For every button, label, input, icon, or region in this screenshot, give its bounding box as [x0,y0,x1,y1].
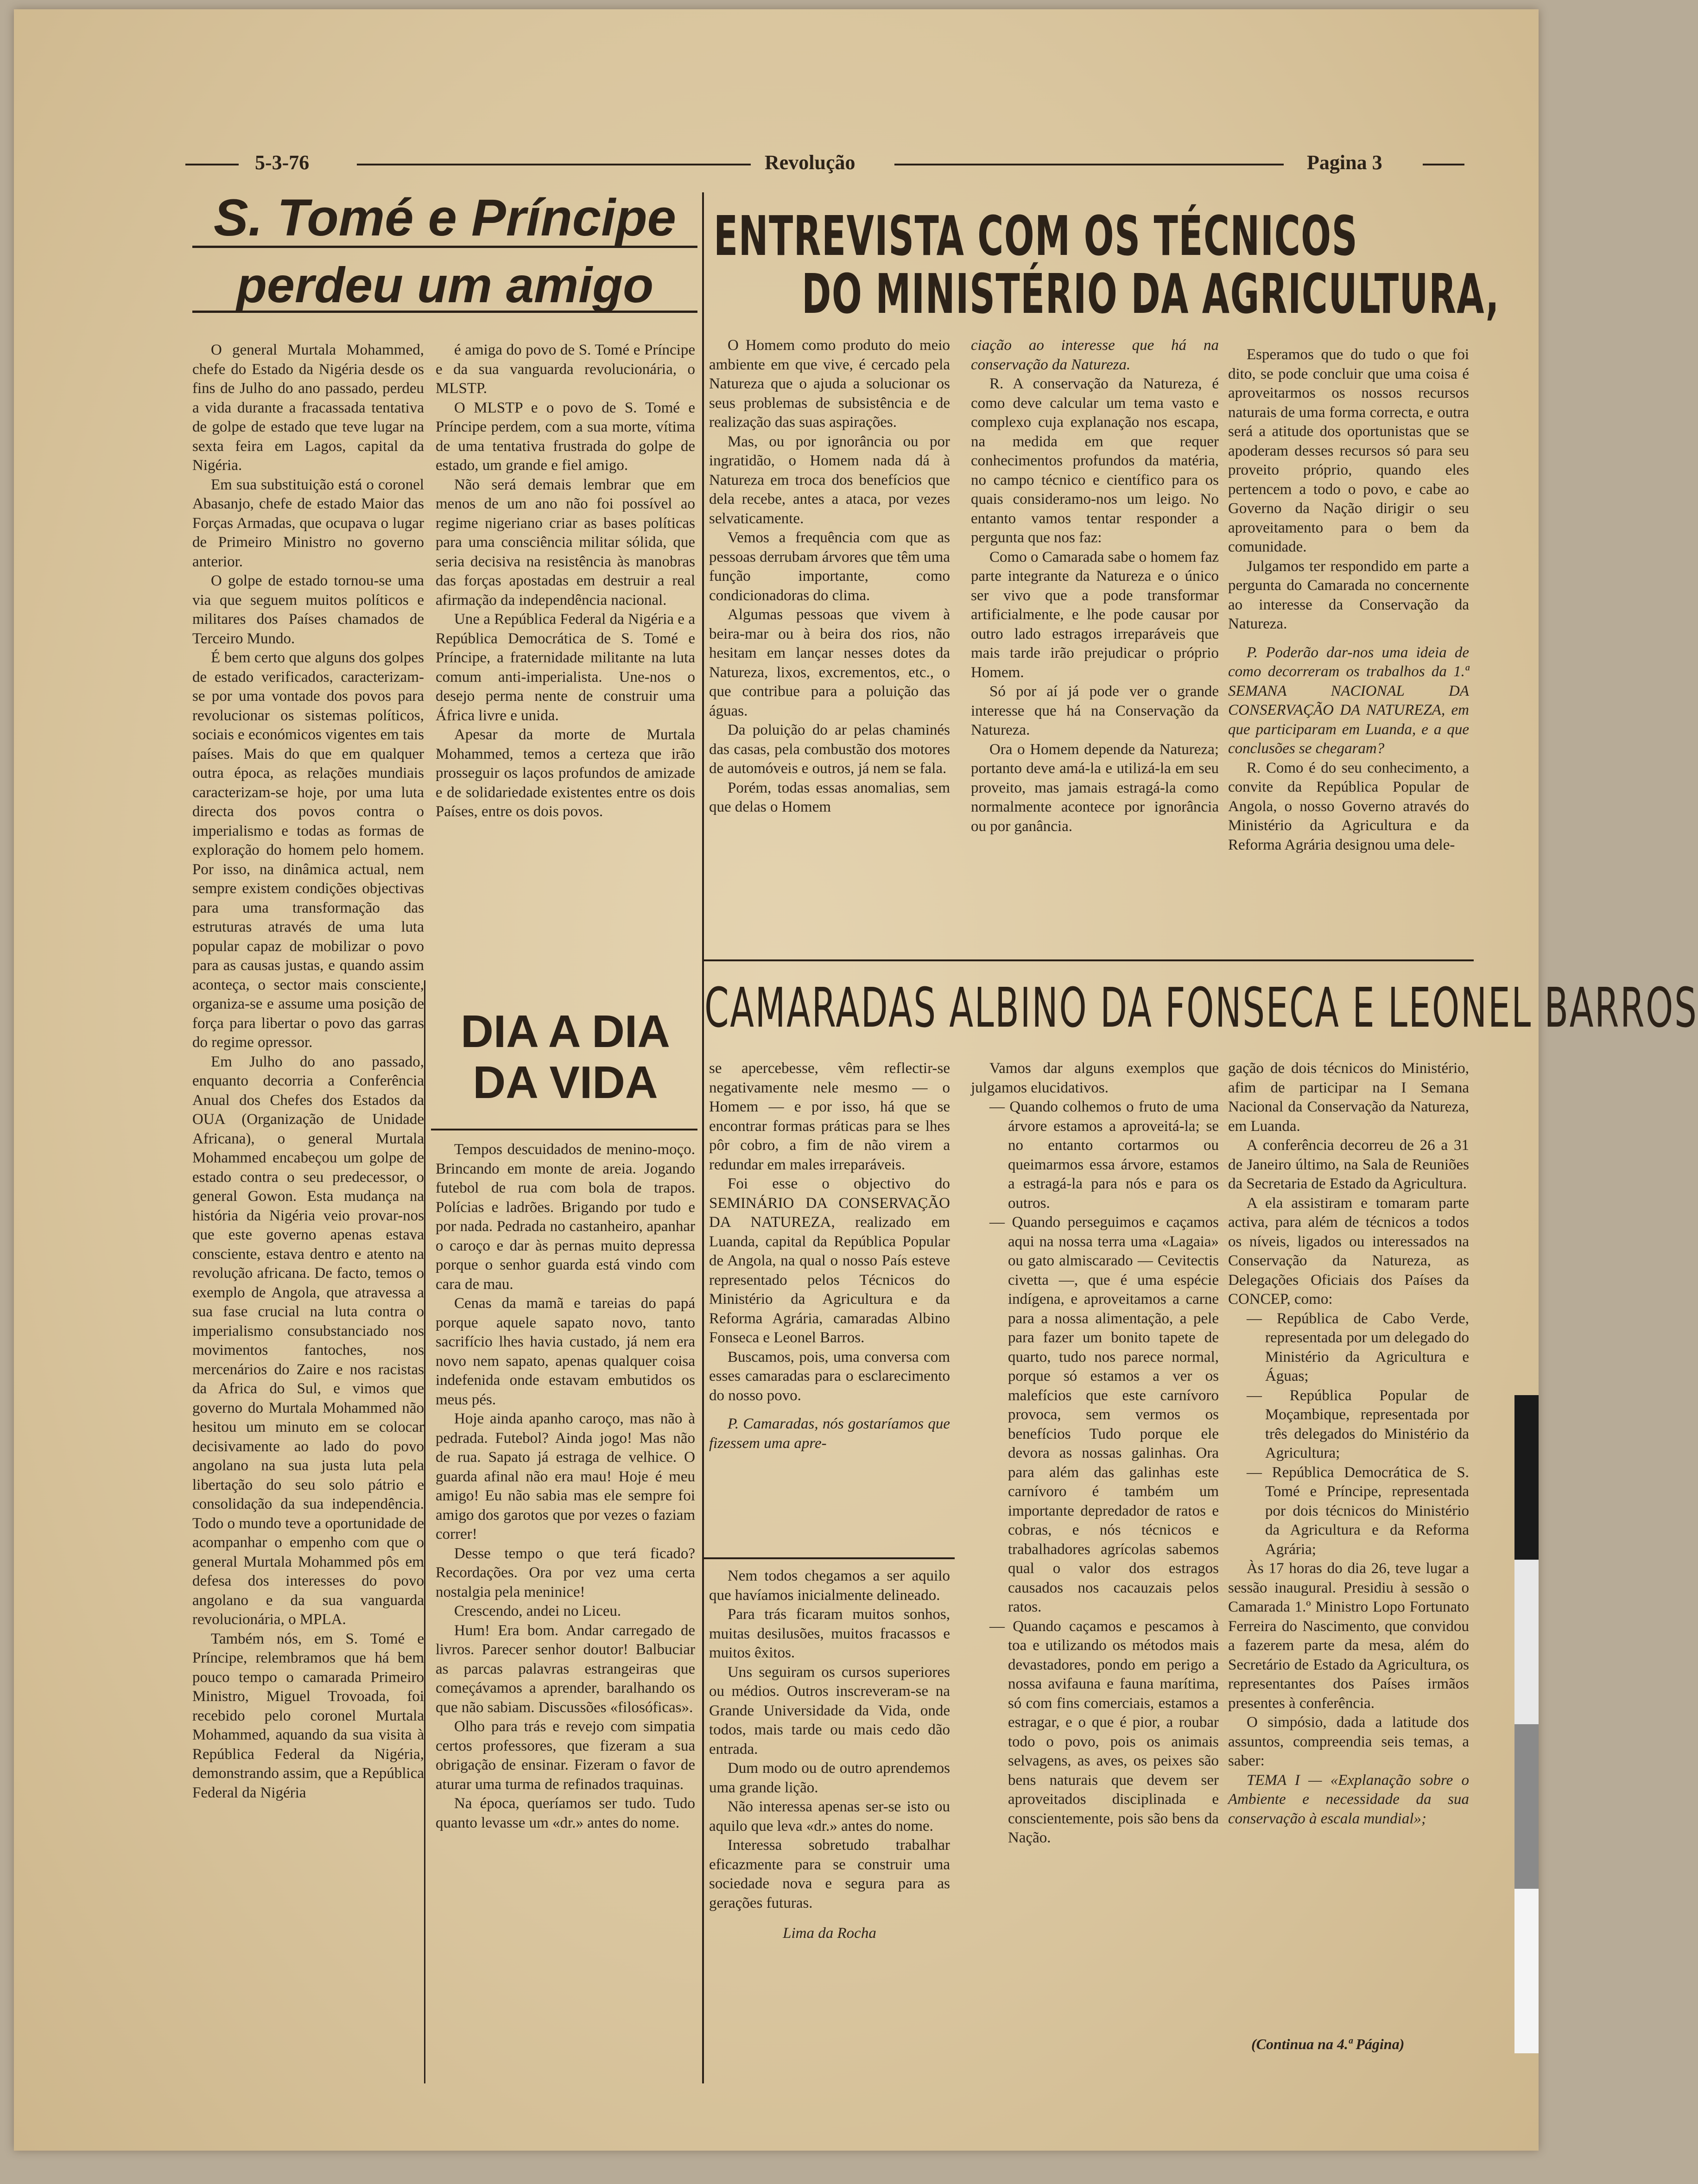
article4-column2 [971,1059,1219,1848]
paragraph: O MLSTP e o povo de S. Tomé e Príncipe perdem, com a sua morte, vítima de uma tentativa frustrada do golpe de estado, um grande e fiel amigo. [436,399,695,474]
paragraph: Só por aí já pode ver o grande interesse que há na Conservação da Natureza. [971,683,1219,738]
question-text: ciação ao interesse que há na conservação da Natureza. [971,337,1219,373]
paragraph: O general Murtala Mohammed, chefe do Estado da Nigéria desde os fins de Julho do ano passado, perdeu a vida durante a fracassada tentativa de golpe de estado que teve lugar na sexta feira em Lagos, capital da Nigéria. [192,342,424,474]
paragraph: Apesar da morte de Murtala Mohammed, temos a certeza que irão prosseguir os laços profundos de amizade e de solidariedade existentes entre os dois Países, entre os dois povos. [436,726,695,820]
paragraph: Uns seguiram os cursos superiores ou médios. Outros inscreveram-se na Grande Universidade da Vida, onde todos, mais tarde ou mais cedo dão entrada. [709,1663,950,1758]
column-divider-main [702,192,704,2083]
paragraph: Algumas pessoas que vivem à beira-mar ou à beira dos rios, não hesitam em lançar nesses dotes da Natureza, lixos, excrementos, etc., o que contribue para a poluição das águas. [709,606,950,719]
headline-sao-tome: S. Tomé e Príncipe [214,189,676,247]
continued-note: (Continua na 4.ª Página) [1251,2036,1405,2052]
paragraph: é amiga do povo de S. Tomé e Príncipe e da sua vanguarda revolucionária, o MLSTP. [436,342,695,397]
dia-title-line2: DA VIDA [473,1057,658,1108]
paragraph: Como o Camarada sabe o homem faz parte integrante da Natureza e o único ser vivo que a pode transformar artificialmente, e lhe pode causar por outro lado estragos irreparáveis que mais tarde irão prejudicar o próprio Homem. [971,548,1219,681]
headline-dia-a-dia [436,1006,695,1108]
column-divider-dia [424,980,425,2083]
paragraph: Esperamos que do tudo o que foi dito, se pode concluir que uma coisa é aproveitarmos os nossos recursos naturais de uma forma correcta, e outra será a atitude dos oportunistas que se apoderam desses recursos só para seu proveito próprio, quando eles pertencem a todo o povo, e cabe ao Governo da Nação dirigir o seu aproveitamento para o bem da comunidade. [1228,346,1469,555]
paragraph: O golpe de estado tornou-se uma via que seguem muitos políticos e militares dos Países chamados de Terceiro Mundo. [192,572,424,647]
paragraph: Dum modo ou de outro aprendemos uma grande lição. [709,1760,950,1796]
scan-calibration-strip [1514,1395,1539,2053]
header-rule-right [1423,164,1464,165]
list-item: — Quando colhemos o fruto de uma árvore estamos a aproveitá-la; se no entanto cortarmos ou queimarmos essa árvore, estamos a estragá-la para nós e para os outros. [989,1098,1219,1212]
paragraph: Na época, queríamos ser tudo. Tudo quanto levasse um «dr.» antes do nome. [436,1795,695,1831]
paragraph: Crescendo, andei no Liceu. [454,1603,621,1619]
paragraph: A ela assistiram e tomaram parte activa, para além de técnicos a todos os níveis, ligados ou interessados na Conservação da Natureza, as Delegações Oficiais dos Países da CONCEP, como: [1228,1194,1469,1308]
header-rule-mid2 [894,164,1284,165]
article4-column1 [709,1059,950,1453]
list-item: — Quando caçamos e pescamos à toa e utilizando os métodos mais devastadores, pondo em perigo a nossa avifauna e fauna marítima, só com fins comerciais, estamos a estragar, e o que é pior, a roubar todo o povo, pois os animais selvagens, as aves, os peixes são bens naturais que devem ser aproveitados disciplinada e conscientemente, pois são bens da Nação. [989,1618,1219,1846]
paragraph: Nem todos chegamos a ser aquilo que havíamos inicialmente delineado. [709,1568,950,1604]
paragraph: Cenas da mamã e tareias do papá porque aquele sapato novo, tanto sacrifício lhes havia custado, já nem era novo nem sapato, apenas qualquer coisa indefenida onde estavam embutidos os meus pés. [436,1295,695,1408]
article1-column1 [192,341,424,1803]
paragraph: Mas, ou por ignorância ou por ingratidão, o Homem nada dá à Natureza em troca dos benefícios que dela recebe, antes a ataca, por vezes selvaticamente. [709,433,950,527]
article2-column2 [709,1567,950,1943]
paragraph: Não será demais lembrar que em menos de um ano não foi possível ao regime nigeriano criar as bases políticas para uma consciência militar sólida, que seria decisiva na resistência às manobras das forças apostadas em destruir a real afirmação da independência nacional. [436,476,695,609]
tema-text: TEMA I — «Explanação sobre o Ambiente e necessidade da sua conservação à escala mundial»; [1228,1771,1469,1827]
paragraph: Olho para trás e revejo com simpatia certos professores, que fizeram a sua obrigação de ensinar. Fizeram o favor de aturar uma turma de refinados traquinas. [436,1718,695,1793]
paragraph: Porém, todas essas anomalias, sem que delas o Homem [709,779,950,815]
paragraph: Para trás ficaram muitos sonhos, muitas desilusões, muitos fracassos e muitos êxitos. [709,1606,950,1661]
header-date: 5-3-76 [255,151,310,174]
article3-column2 [971,336,1219,836]
list-item: — República de Cabo Verde, representada por um delegado do Ministério da Agricultura e Águas; [1247,1310,1469,1384]
paragraph: Buscamos, pois, uma conversa com esses camaradas para o esclarecimento do nosso povo. [709,1348,950,1404]
paragraph: O Homem como produto do meio ambiente em que vive, é cercado pela Natureza que o ajuda a solucionar os seus problemas de subsistência e de realização das suas aspirações. [709,337,950,431]
question-text: P. Camaradas, nós gostaríamos que fizessem uma apre- [709,1416,950,1452]
paragraph: Foi esse o objectivo do SEMINÁRIO DA CONSERVAÇÃO DA NATUREZA, realizado em Luanda, capital da República Popular de Angola, na qual o nosso País esteve representado pelos Técnicos do Ministério da Agricultura e da Reforma Agrária, camaradas Albino Fonseca e Leonel Barros. [709,1175,950,1346]
paragraph: A conferência decorreu de 26 a 31 de Janeiro último, na Sala de Reuniões da Secretaria de Estado da Agricultura. [1228,1137,1469,1192]
paragraph: Às 17 horas do dia 26, teve lugar a sessão inaugural. Presidiu à sessão o Camarada 1.º Ministro Lopo Fortunato Ferreira do Nascimento, que convidou a fazerem parte da mesa, além do Secretário de Estado da Agricultura, os representantes dos Países irmãos presentes à conferência. [1228,1560,1469,1712]
paragraph: Vemos a frequência com que as pessoas derrubam árvores que têm uma função importante, como condicionadoras do clima. [709,529,950,604]
newspaper-page [14,9,1698,2151]
dia-title-line1: DIA A DIA [461,1006,670,1057]
paragraph: R. Como é do seu conhecimento, a convite da República Popular de Angola, o nosso Governo através do Ministério da Agricultura e da Reforma Agrária designou uma dele- [1228,759,1469,853]
paragraph: Da poluição do ar pelas chaminés das casas, pela combustão dos motores de automóveis e outros, já nem se fala. [709,722,950,777]
paragraph: Também nós, em S. Tomé e Príncipe, relembramos que há bem pouco tempo o camarada Primeiro Ministro, Miguel Trovoada, foi recebido pelo coronel Murtala Mohammed, aquando da sua visita à República Federal da Nigéria, demonstrando assim, que a República Federal da Nigéria [192,1630,424,1801]
headline-camaradas: CAMARADAS ALBINO DA FONSECA E LEONEL BARROS [704,976,1698,1040]
header-rule-left [185,164,239,165]
paragraph: R. A conservação da Natureza, é como deve calcular um tema vasto e complexo cuja explanação nos escapa, na medida em que requer conhecimentos profundos da matéria, no campo técnico e científico para os quais consideramo-nos um leigo. No entanto vamos tentar responder a pergunta que nos faz: [971,375,1219,546]
paragraph: Em Julho do ano passado, enquanto decorria a Conferência Anual dos Chefes dos Estados da OUA (Organização de Unidade Africana), o general Murtala Mohammed encabeçou um golpe de estado contra o seu predecessor, o general Gowon. Esta mudança na história da Nigéria veio provar-nos que este governo apenas estava consciente, estava dentro e atento na revolução africana. De facto, temos o exemplo de Angola, que atravessa a sua fase crucial na luta contra o imperialismo consubstanciado nos movimentos fantoches, nos mercenários do Zaire e nos racistas da Africa do Sul, e vimos que governo do Murtala Mohammed não hesitou um minuto em se colocar decisivamente ao lado do povo angolano na sua justa luta pela libertação do seu solo pátrio e consolidação da sua independência. Todo o mundo teve a oportunidade de acompanhar o empenho com que o general Murtala Mohammed pôs em defesa dos interesses do povo angolano e da sua vanguarda revolucionária, o MPLA. [192,1053,424,1628]
article1-column2 [436,341,695,822]
dia-underline [431,1129,697,1130]
paragraph: Vamos dar alguns exemplos que julgamos elucidativos. [971,1060,1219,1096]
header-paper-name: Revolução [765,151,855,174]
paragraph: Julgamos ter respondido em parte a pergunta do Camarada no concernente ao interesse da Conservação da Natureza. [1228,558,1469,632]
paragraph: Não interessa apenas ser-se isto ou aquilo que leva «dr.» antes do nome. [709,1798,950,1835]
list-item: — República Democrática de S. Tomé e Príncipe, representada por dois técnicos do Ministério da Agricultura e da Reforma Agrária; [1247,1464,1469,1558]
question-rule [702,1557,955,1559]
header-rule-mid1 [357,164,751,165]
list-item: — República Popular de Moçambique, representada por três delegados do Ministério da Agricultura; [1247,1387,1469,1461]
list-item: — Quando perseguimos e caçamos aqui na nossa terra uma «Lagaia» ou gato almiscarado — Cevitectis civetta —, que é uma espécie indígena, e aproveitamos a carne para a nossa alimentação, a pele para fazer um bonito tapete de quarto, tudo nos parece normal, porque só estamos a ver os malefícios que este carnívoro provoca, sem vermos os benefícios Tudo porque ele devora as nossas galinhas. Ora para além das galinhas este carnívoro é também um importante depredador de ratos e cobras, e nós técnicos e trabalhadores agrícolas sabemos qual o valor dos estragos causados nos cacauzais pelos ratos. [989,1214,1219,1615]
article4-column3 [1228,1059,1469,1828]
paragraph: Tempos descuidados de menino-moço. Brincando em monte de areia. Jogando futebol de rua com bola de trapos. Polícias e ladrões. Brigando por tudo e por nada. Pedrada no castanheiro, apanhar o caroço e dar às pernas muito depressa porque o senhor guarda está vindo com cara de mau. [436,1141,695,1293]
article3-column3 [1228,345,1469,855]
paragraph: Une a República Federal da Nigéria e a República Democrática de S. Tomé e Príncipe, a fraternidade militante na luta comum anti-imperialista. Une-nos o desejo perma nente de construir uma África livre e unida. [436,611,695,724]
paragraph: É bem certo que alguns dos golpes de estado verificados, caracterizam-se por uma vontade dos povos para revolucionar os sistemas políticos, sociais e económicos vigentes em tais países. Mais do que em qualquer outra época, as relações mundiais caracterizam-se hoje, por uma luta directa dos povos contra o imperialismo e todas as formas de exploração do homem pelo homem. Por isso, na dinâmica actual, nem sempre existem condições objectivas para uma transformação das estruturas através de uma luta popular capaz de mobilizar o povo para as causas justas, e quando assim aconteça, o sector mais consciente, organiza-se e assume uma posição de força para libertar o povo das garras do regime opressor. [192,649,424,1051]
headline-ministerio: DO MINISTÉRIO DA AGRICULTURA, [802,262,1500,326]
headline-entrevista: ENTREVISTA COM OS TÉCNICOS [714,204,1358,268]
paragraph: Interessa sobretudo trabalhar eficazmente para se construir uma sociedade nova e segura para as gerações futuras. [709,1837,950,1911]
paragraph: Desse tempo o que terá ficado? Recordações. Ora por vez uma certa nostalgia pela meninice! [436,1545,695,1600]
author-signature: Lima da Rocha [783,1925,876,1942]
paragraph: Hum! Era bom. Andar carregado de livros. Parecer senhor doutor! Balbuciar as parcas palavras estrangeiras que começávamos a aprender, baralhando os que não sabiam. Discussões «filosóficas». [436,1622,695,1716]
article2-column1 [436,1140,695,1833]
paragraph: Hoje ainda apanho caroço, mas não à pedrada. Futebol? Ainda jogo! Mas não de rua. Sapato já estraga de velhice. O guarda afinal não era mau! Hoje é meu amigo! Eu não sabia mas ele sempre foi amigo dos garotos que por vezes o faziam correr! [436,1410,695,1543]
paragraph: se apercebesse, vêm reflectir-se negativamente nele mesmo — o Homem — e por isso, há que se encontrar formas práticas para se lhes pôr cobro, a fim de não virem a redundar em males irreparáveis. [709,1060,950,1173]
paragraph: Ora o Homem depende da Natureza; portanto deve amá-la e utilizá-la em seu proveito, mas jamais estragá-la como normalmente acontece por ignorância ou por ganância. [971,741,1219,835]
rule-above-camaradas [702,959,1474,961]
question-text: P. Poderão dar-nos uma ideia de como decorreram os trabalhos da 1.ª SEMANA NACIONAL DA CONSERVAÇÃO DA NATUREZA, em que participaram em Luanda, e a que conclusões se chegaram? [1228,644,1469,757]
paragraph: Em sua substituição está o coronel Abasanjo, chefe de estado Maior das Forças Armadas, que ocupava o lugar de Primeiro Ministro no governo anterior. [192,476,424,570]
header-page-number: Pagina 3 [1307,151,1382,174]
paragraph: gação de dois técnicos do Ministério, afim de participar na I Semana Nacional da Conservação da Natureza, em Luanda. [1228,1060,1469,1135]
headline-perdeu-amigo: perdeu um amigo [236,257,654,313]
paragraph: O simpósio, dada a latitude dos assuntos, compreendia seis temas, a saber: [1228,1714,1469,1769]
article3-column1 [709,336,950,817]
